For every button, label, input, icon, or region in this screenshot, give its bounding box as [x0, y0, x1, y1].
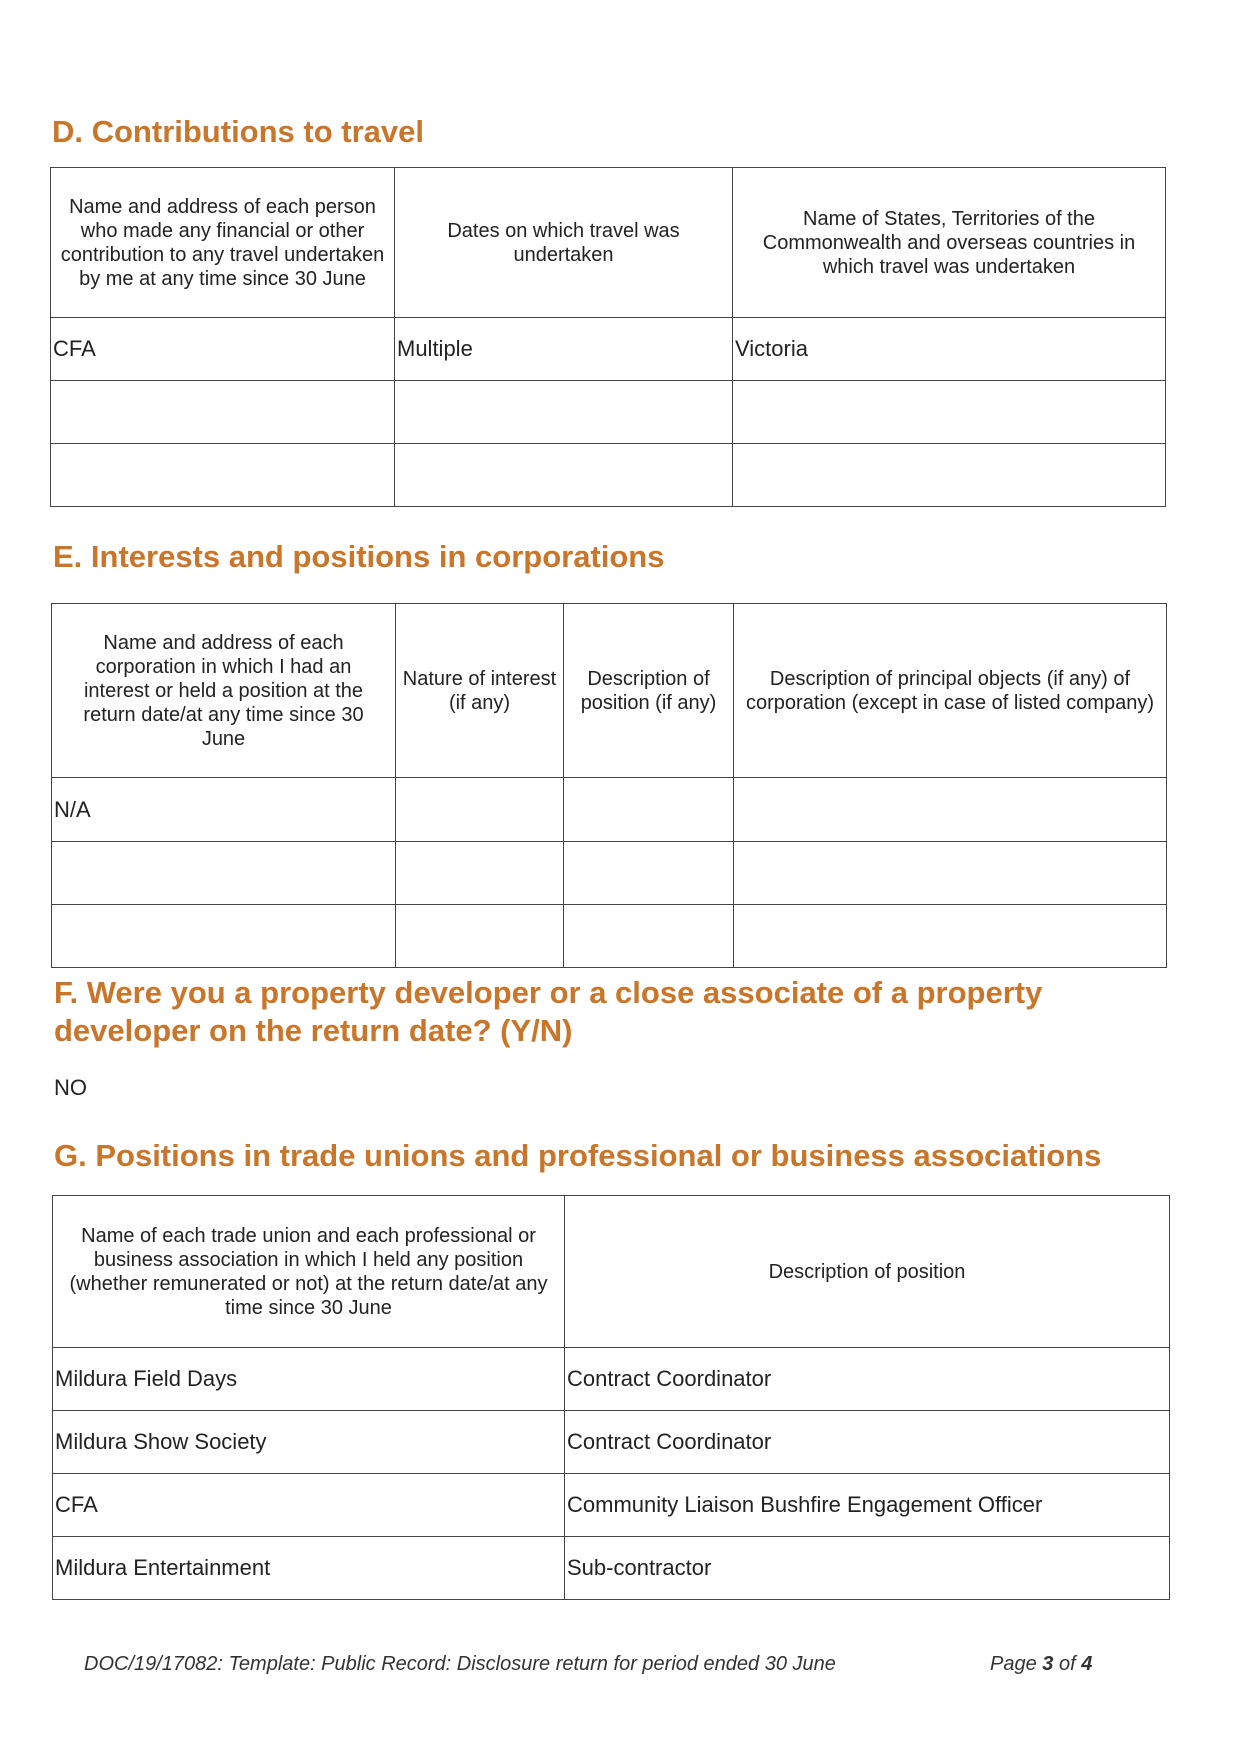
table-cell: Multiple — [395, 318, 733, 381]
table-cell — [396, 842, 564, 905]
table-row — [52, 778, 1167, 842]
column-header: Name of States, Territories of the Commonwealth and overseas countries in which travel was undertaken — [733, 168, 1166, 318]
table-cell — [396, 778, 564, 842]
section-e-heading: E. Interests and positions in corporations — [53, 539, 665, 574]
table-cell: Contract Coordinator — [565, 1411, 1170, 1474]
table-cell: N/A — [52, 778, 396, 842]
page-current: 3 — [1042, 1653, 1054, 1675]
interests-positions-corporations-table — [51, 603, 1167, 968]
table-cell: CFA — [51, 318, 395, 381]
table-cell — [395, 444, 733, 507]
section-d-heading: D. Contributions to travel — [52, 114, 424, 149]
table-cell — [564, 778, 734, 842]
column-header: Name of each trade union and each professional or business association in which I held any position (whether remunerated or not) at the return date/at any time since 30 June — [53, 1196, 565, 1348]
table-cell — [52, 905, 396, 968]
table-cell — [564, 842, 734, 905]
table-row — [52, 905, 1167, 968]
table-cell: Contract Coordinator — [565, 1348, 1170, 1411]
table-cell — [734, 905, 1167, 968]
table-cell — [51, 444, 395, 507]
table-header-row — [53, 1196, 1170, 1348]
table-row — [53, 1411, 1170, 1474]
section-g-heading: G. Positions in trade unions and professional or business associations — [54, 1138, 1102, 1173]
contributions-to-travel-table — [50, 167, 1166, 507]
table-row — [53, 1474, 1170, 1537]
footer-page-number — [990, 1653, 1092, 1676]
table-row — [51, 318, 1166, 381]
table-cell: Community Liaison Bushfire Engagement Officer — [565, 1474, 1170, 1537]
table-cell: Mildura Show Society — [53, 1411, 565, 1474]
trade-unions-associations-table — [52, 1195, 1170, 1600]
table-cell — [733, 444, 1166, 507]
footer-doc-reference: DOC/19/17082: Template: Public Record: Disclosure return for period ended 30 June — [84, 1653, 836, 1675]
column-header: Description of position — [565, 1196, 1170, 1348]
section-f-heading: F. Were you a property developer or a close associate of a property developer on the return date? (Y/N) — [54, 975, 1043, 1048]
page-label: Page — [990, 1653, 1037, 1675]
table-cell — [395, 381, 733, 444]
table-cell: Sub-contractor — [565, 1537, 1170, 1600]
table-cell: Victoria — [733, 318, 1166, 381]
column-header: Name and address of each corporation in which I had an interest or held a position at the return date/at any time since 30 June — [52, 604, 396, 778]
table-cell — [733, 381, 1166, 444]
column-header: Description of principal objects (if any) of corporation (except in case of listed company) — [734, 604, 1167, 778]
table-cell — [734, 778, 1167, 842]
property-developer-answer: NO — [54, 1075, 87, 1100]
table-cell — [396, 905, 564, 968]
column-header: Dates on which travel was undertaken — [395, 168, 733, 318]
table-header-row — [51, 168, 1166, 318]
table-header-row — [52, 604, 1167, 778]
table-cell — [734, 842, 1167, 905]
table-row — [51, 444, 1166, 507]
table-row — [53, 1537, 1170, 1600]
table-row — [52, 842, 1167, 905]
page-total: 4 — [1081, 1653, 1093, 1675]
column-header: Nature of interest (if any) — [396, 604, 564, 778]
table-cell: Mildura Field Days — [53, 1348, 565, 1411]
table-cell — [52, 842, 396, 905]
table-row — [51, 381, 1166, 444]
table-row — [53, 1348, 1170, 1411]
page-of: of — [1058, 1653, 1076, 1675]
table-cell: CFA — [53, 1474, 565, 1537]
column-header: Description of position (if any) — [564, 604, 734, 778]
table-cell — [51, 381, 395, 444]
table-cell: Mildura Entertainment — [53, 1537, 565, 1600]
table-cell — [564, 905, 734, 968]
column-header: Name and address of each person who made any financial or other contribution to any travel undertaken by me at any time since 30 June — [51, 168, 395, 318]
